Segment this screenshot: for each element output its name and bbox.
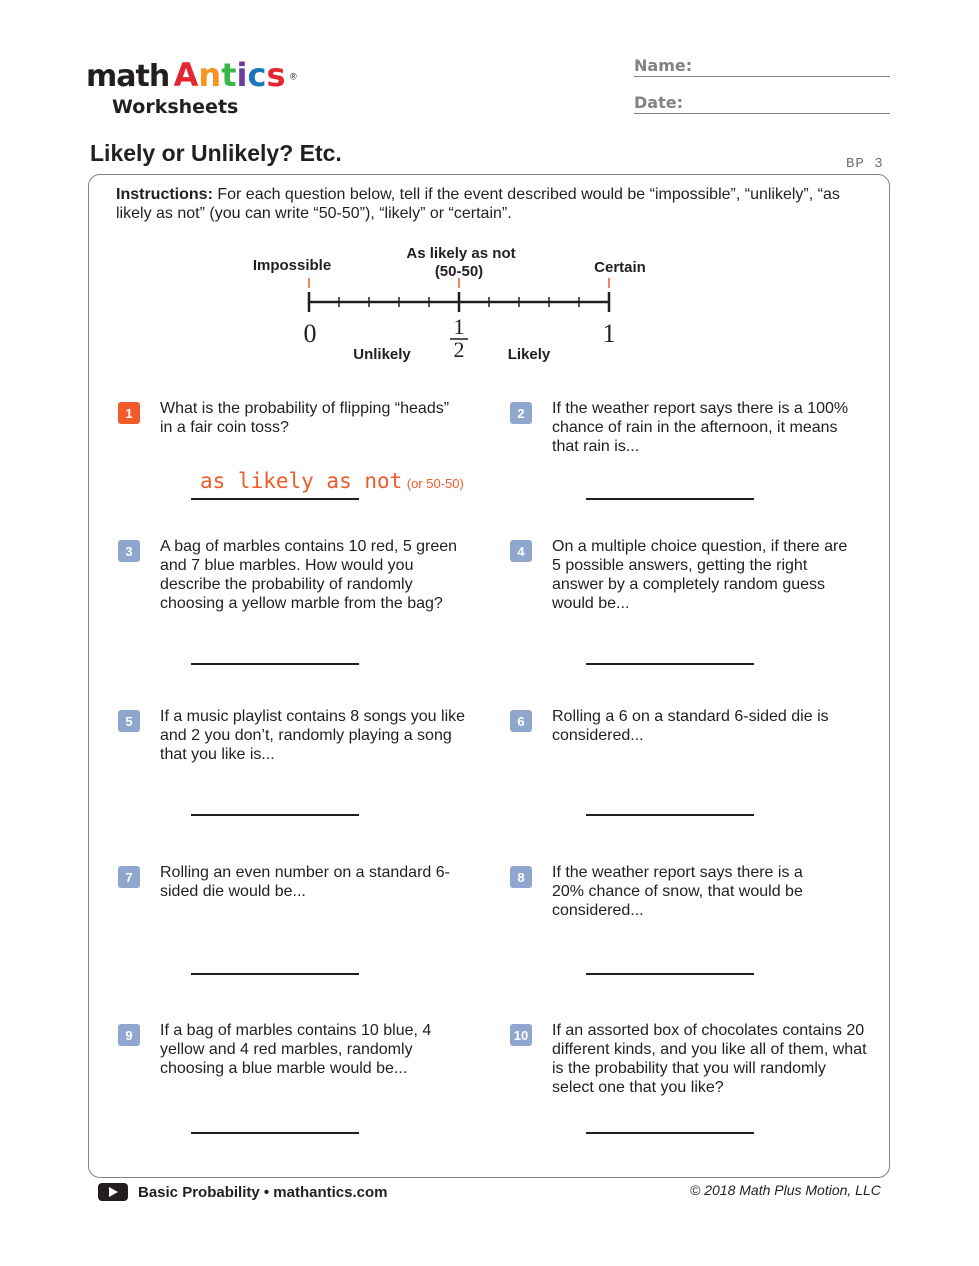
question-text: Rolling a 6 on a standard 6-sided die is considered... bbox=[552, 708, 829, 744]
question-text: A bag of marbles contains 10 red, 5 green and 7 blue marbles. How would you describe the probability of randomly choosing a yellow marble from the bag? bbox=[160, 538, 458, 612]
logo-letter: n bbox=[198, 56, 222, 94]
impossible-label: Impossible bbox=[252, 257, 332, 274]
one-label: 1 bbox=[602, 319, 616, 348]
question-text: If the weather report says there is a 20% chance of snow, that would be considered... bbox=[552, 864, 803, 919]
footer-left-text: Basic Probability • mathantics.com bbox=[138, 1183, 388, 1201]
answer-line[interactable] bbox=[586, 498, 754, 500]
math-antics-logo bbox=[86, 56, 297, 126]
question-number-badge: 2 bbox=[510, 402, 532, 424]
half-denominator: 2 bbox=[453, 337, 465, 362]
logo-letter: A bbox=[173, 56, 199, 94]
question-number-badge: 5 bbox=[118, 710, 140, 732]
answer-line[interactable] bbox=[191, 814, 359, 816]
likely-label: Likely bbox=[507, 346, 551, 363]
zero-label: 0 bbox=[303, 319, 317, 348]
question-number-badge: 6 bbox=[510, 710, 532, 732]
answer-value: as likely as not bbox=[200, 469, 403, 493]
question-text: On a multiple choice question, if there are 5 possible answers, getting the right answer by a completely random guess would be... bbox=[552, 538, 848, 612]
question-number-badge: 3 bbox=[118, 540, 140, 562]
date-label: Date: bbox=[634, 93, 683, 112]
question-number-badge: 8 bbox=[510, 866, 532, 888]
question-text: Rolling an even number on a standard 6-sided die would be... bbox=[160, 864, 450, 900]
name-field[interactable] bbox=[634, 76, 890, 77]
probability-number-line bbox=[230, 238, 670, 368]
logo-letter: s bbox=[266, 56, 286, 94]
answer-line[interactable] bbox=[586, 663, 754, 665]
certain-label: Certain bbox=[594, 259, 646, 276]
question-number-badge: 7 bbox=[118, 866, 140, 888]
logo-letter: i bbox=[236, 56, 248, 94]
question-text: If the weather report says there is a 100% chance of rain in the afternoon, it means that rain is... bbox=[552, 400, 849, 455]
question-text: If an assorted box of chocolates contains 20 different kinds, and you like all of them, what is the probability that you will randomly select one that you like? bbox=[552, 1022, 867, 1096]
answer-line[interactable] bbox=[586, 814, 754, 816]
answer-text bbox=[200, 469, 464, 493]
logo-math-text: math bbox=[86, 59, 170, 94]
answer-line[interactable] bbox=[191, 663, 359, 665]
play-icon bbox=[98, 1183, 128, 1201]
registered-mark: ® bbox=[289, 71, 297, 82]
half-numerator: 1 bbox=[453, 314, 465, 339]
logo-worksheets-text: Worksheets bbox=[112, 96, 239, 118]
date-field[interactable] bbox=[634, 113, 890, 114]
question-number-badge: 1 bbox=[118, 402, 140, 424]
question-text: If a bag of marbles contains 10 blue, 4 yellow and 4 red marbles, randomly choosing a blue marble would be... bbox=[160, 1022, 432, 1077]
question-text: If a music playlist contains 8 songs you like and 2 you don’t, randomly playing a song that you like is... bbox=[160, 708, 466, 763]
worksheet-code: BP 3 bbox=[846, 156, 884, 172]
logo-letter: c bbox=[247, 56, 267, 94]
answer-line[interactable] bbox=[586, 1132, 754, 1134]
footer-source bbox=[98, 1183, 388, 1201]
question-number-badge: 4 bbox=[510, 540, 532, 562]
answer-line[interactable] bbox=[586, 973, 754, 975]
answer-line[interactable] bbox=[191, 498, 359, 500]
question-number-badge: 9 bbox=[118, 1024, 140, 1046]
question-text: What is the probability of flipping “heads” in a fair coin toss? bbox=[160, 400, 450, 436]
question-number-badge: 10 bbox=[510, 1024, 532, 1046]
as-likely-label-line1: As likely as not bbox=[406, 245, 516, 262]
answer-line[interactable] bbox=[191, 1132, 359, 1134]
as-likely-label-line2: (50-50) bbox=[434, 263, 484, 280]
unlikely-label: Unlikely bbox=[353, 346, 411, 363]
answer-note: (or 50-50) bbox=[406, 476, 464, 491]
instructions-text: For each question below, tell if the event described would be “impossible”, “unlikely”, “as likely as not” (you can write “50-50”), “likely” or “certain”. bbox=[116, 186, 840, 222]
instructions-label: Instructions: bbox=[116, 186, 213, 203]
logo-antics-text bbox=[173, 56, 290, 94]
answer-line[interactable] bbox=[191, 973, 359, 975]
copyright: © 2018 Math Plus Motion, LLC bbox=[690, 1182, 881, 1198]
instructions bbox=[116, 185, 856, 223]
page-title: Likely or Unlikely? Etc. bbox=[90, 140, 342, 166]
logo-letter: t bbox=[221, 56, 237, 94]
name-label: Name: bbox=[634, 56, 693, 75]
